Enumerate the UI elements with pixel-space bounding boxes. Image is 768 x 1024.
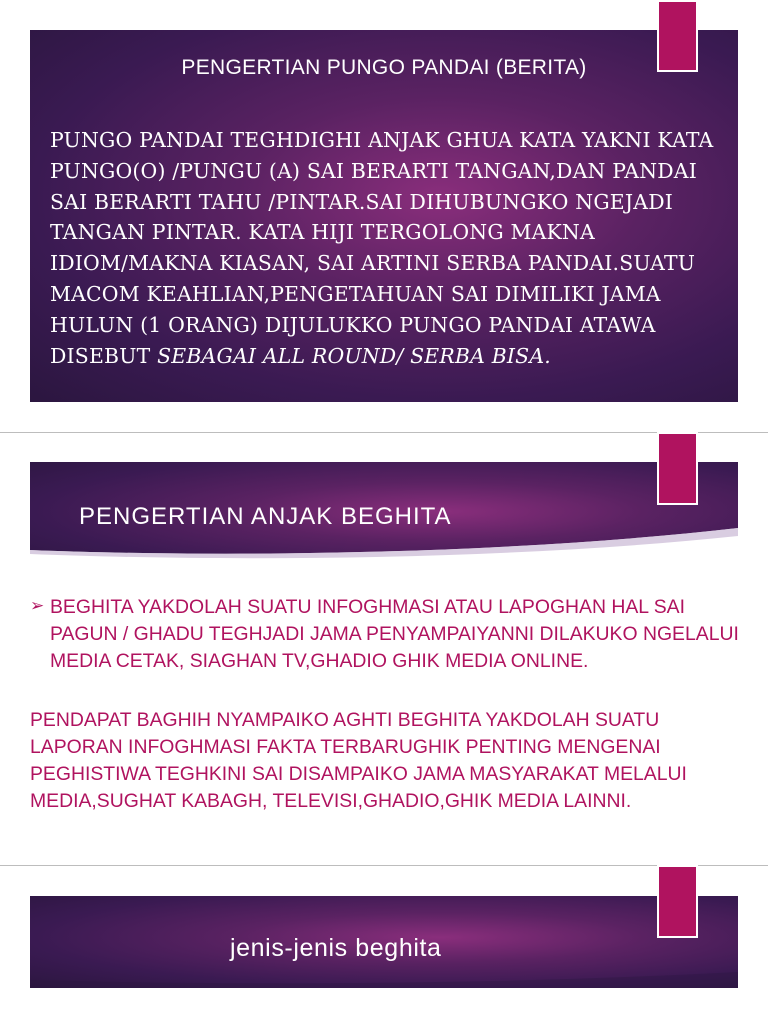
slide-1-body-text: PUNGO PANDAI TEGHDIGHI ANJAK GHUA KATA YAKNI KATA PUNGO(O) /PUNGU (A) SAI BERARTI TANGAN,DAN PANDAI SAI BERARTI TAHU /PINTAR.SAI DIHUBUNGKO NGEJADI TANGAN PINTAR. KATA HIJI TERGOLONG MAKNA IDIOM/MAKNA KIASAN, SAI ARTINI SERBA PANDAI.SUATU MACOM KEAHLIAN,PENGETAHUAN SAI DIMILIKI JAMA HULUN (1 ORANG) DIJULUKKO PUNGO PANDAI ATAWA DISEBUT (50, 128, 714, 368)
slide-1-title: PENGERTIAN PUNGO PANDAI (BERITA) (181, 56, 587, 79)
slide-2-paragraph: PENDAPAT BAGHIH NYAMPAIKO AGHTI BEGHITA YAKDOLAH SUATU LAPORAN INFOGHMASI FAKTA TERBARUGHIK PENTING MENGENAI PEGHISTIWA TEGHKINI SAI DISAMPAIKO JAMA MASYARAKAT MELALUI MEDIA,SUGHAT KABAGH, TELEVISI,GHADIO,GHIK MEDIA LAINNI. (30, 709, 687, 812)
slide-2-bullet-text: BEGHITA YAKDOLAH SUATU INFOGHMASI ATAU LAPOGHAN HAL SAI PAGUN / GHADU TEGHJADI JAMA PENYAMPAIYANNI DILAKUKO NGELALUI MEDIA CETAK, SIAGHAN TV,GHADIO GHIK MEDIA ONLINE. (50, 596, 739, 672)
slide-2-title: PENGERTIAN ANJAK BEGHITA (79, 503, 452, 530)
slide-3-accent-tab (657, 865, 698, 938)
slide-3-title: jenis-jenis beghita (230, 934, 442, 962)
slide-1-body-italic: SEBAGAI ALL ROUND/ SERBA BISA. (157, 343, 551, 368)
slide-2-accent-tab (657, 432, 698, 505)
bullet-arrow-icon: ➢ (30, 596, 45, 615)
slide-divider (0, 432, 768, 433)
slide-1-body (50, 125, 722, 371)
slide-divider (0, 865, 768, 866)
